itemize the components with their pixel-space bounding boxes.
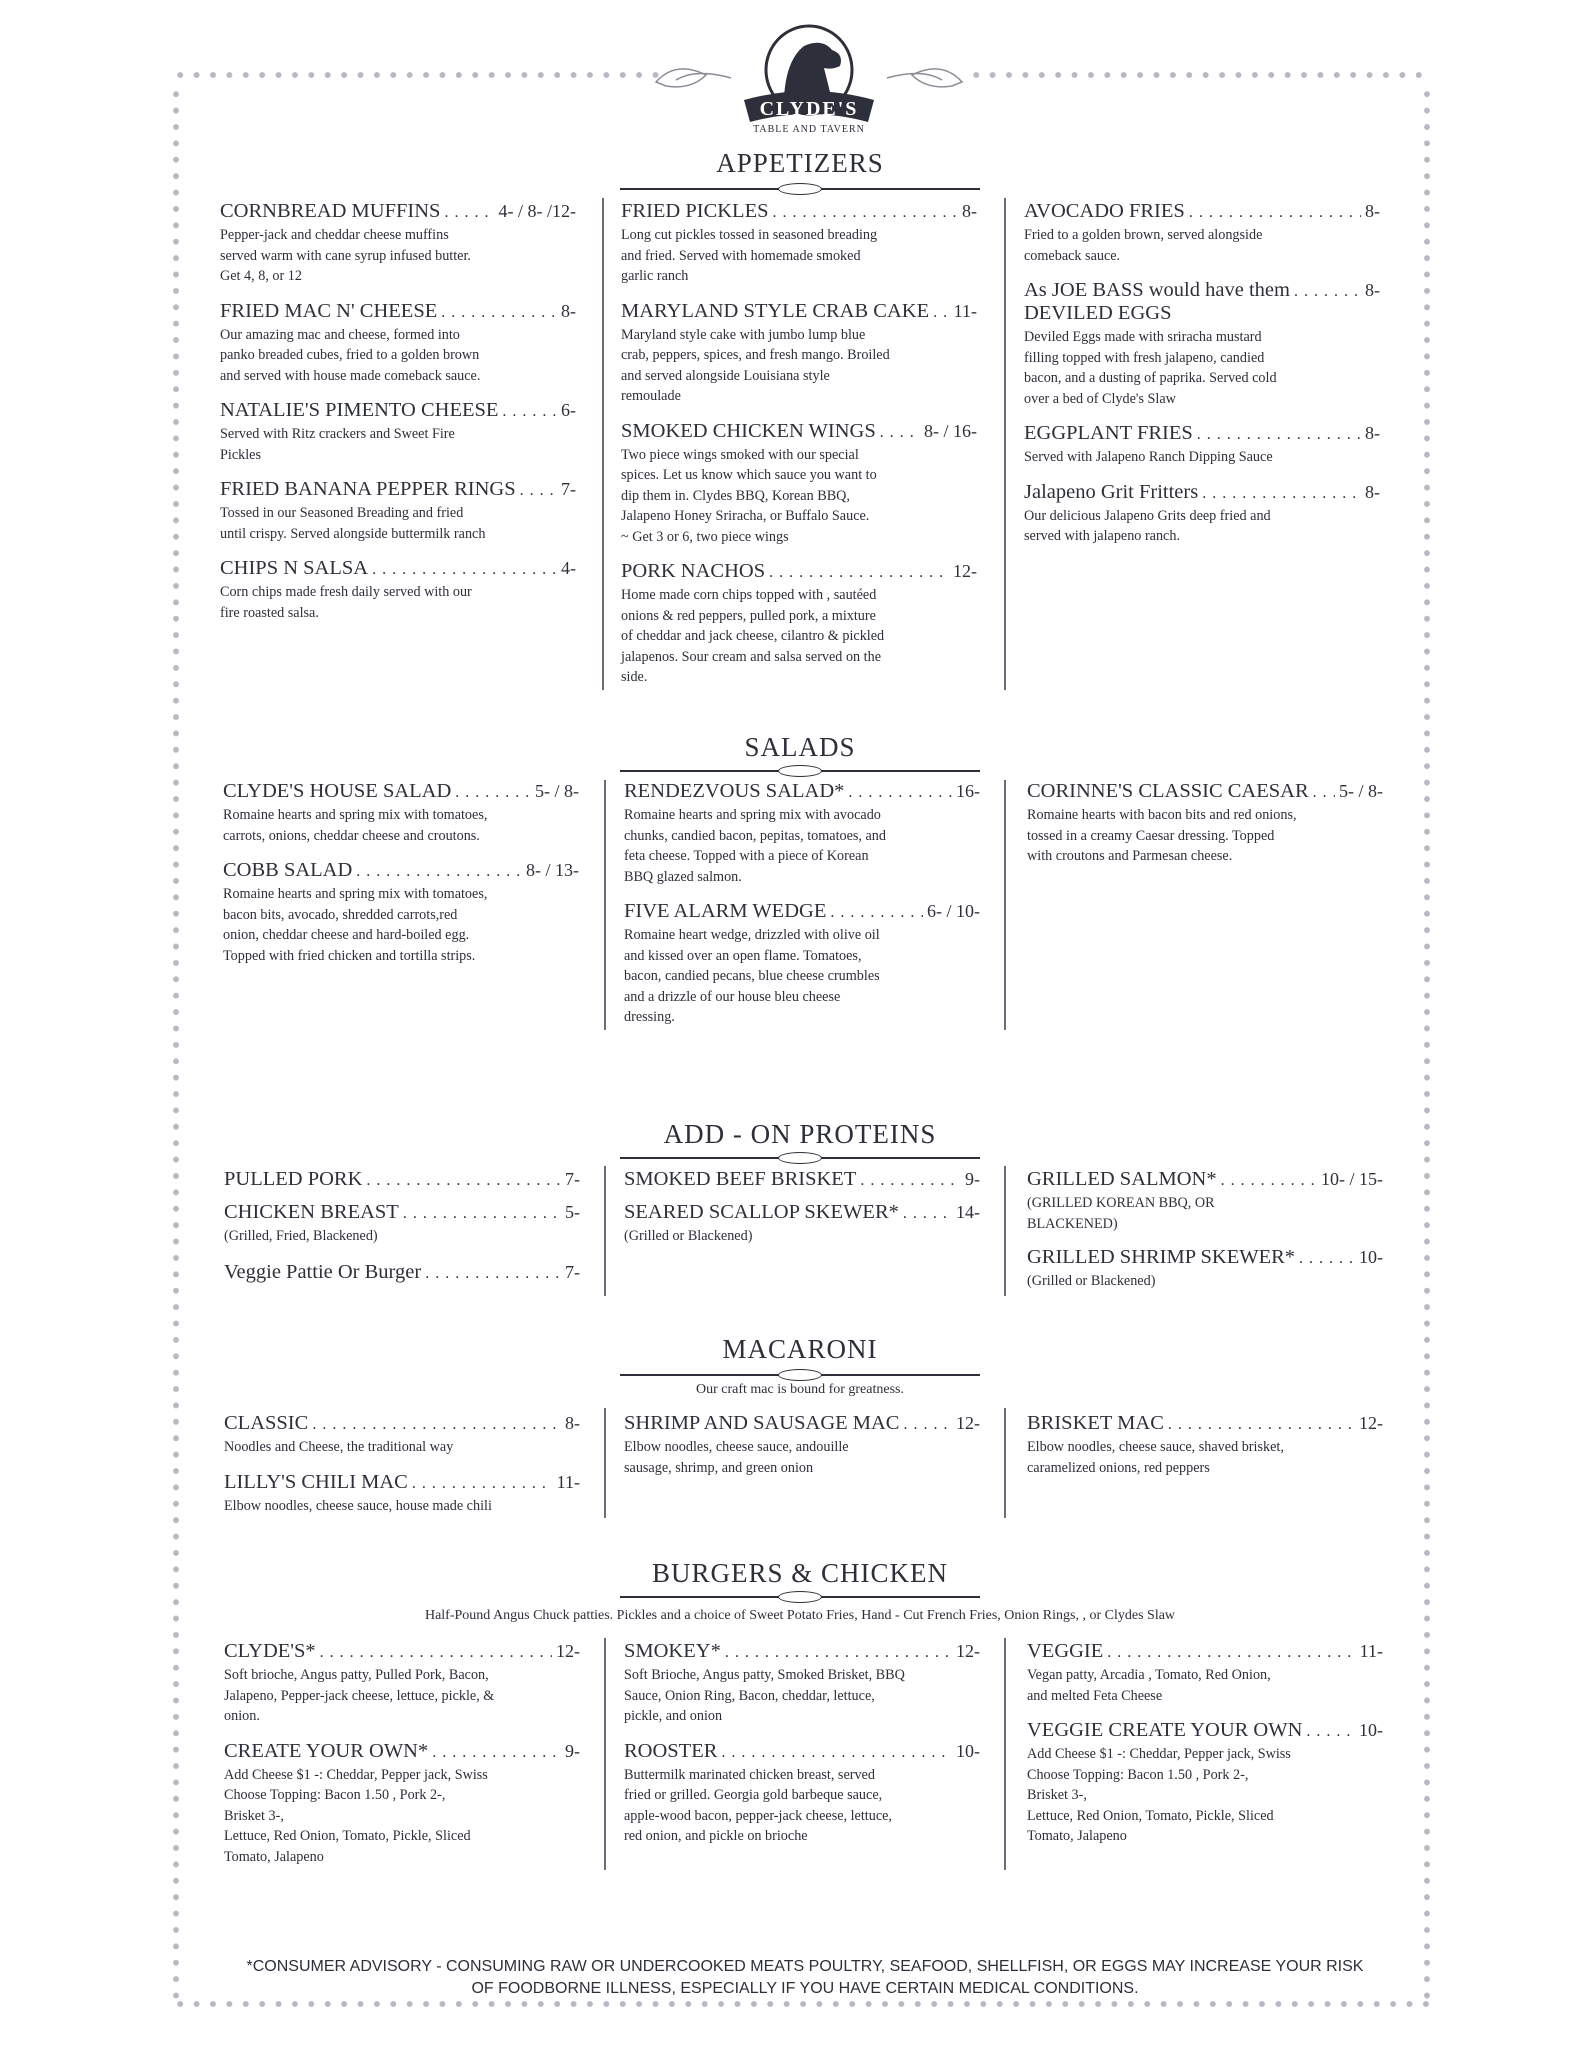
item-name: CORNBREAD MUFFINS: [220, 200, 441, 222]
dot-leader: [366, 1172, 561, 1190]
item-price: 7-: [561, 479, 576, 499]
menu-item: [224, 1168, 580, 1191]
logo-name: CLYDE'S: [759, 98, 859, 120]
section-note: Half-Pound Angus Chuck patties. Pickles and a choice of Sweet Potato Fries, Hand - Cut French Fries, Onion Rings, , or Clydes Slaw: [424, 1608, 1176, 1623]
dot-leader: [441, 304, 557, 322]
item-description: Vegan patty, Arcadia , Tomato, Red Onion, and melted Feta Cheese: [1027, 1667, 1271, 1704]
item-name: FIVE ALARM WEDGE: [624, 900, 827, 922]
item-description: Home made corn chips topped with , sautéed onions & red peppers, pulled pork, a mixture of cheddar and jack cheese, cilantro & pickled jalapenos. Sour cream and salsa served on the side.: [621, 587, 885, 685]
section-title-macaroni: MACARONI: [722, 1334, 878, 1364]
item-description: Romaine hearts with bacon bits and red onions, tossed in a creamy Caesar dressing. Topped with croutons and Parmesan cheese.: [1027, 807, 1297, 864]
menu-item: [223, 859, 579, 966]
item-description: Fried to a golden brown, served alongside comeback sauce.: [1024, 227, 1263, 264]
item-description: Romaine hearts and spring mix with tomatoes, carrots, onions, cheddar cheese and croutons.: [223, 807, 488, 844]
dot-leader: [455, 784, 531, 802]
rule-ornament: [778, 1152, 822, 1164]
section-title-proteins: ADD - ON PROTEINS: [663, 1119, 937, 1149]
salads-column-3: [1027, 780, 1383, 880]
appetizers-column-1: [220, 200, 576, 636]
menu-item: [621, 560, 977, 688]
item-description: (GRILLED KOREAN BBQ, OR BLACKENED): [1027, 1195, 1215, 1232]
section-title-salads: SALADS: [744, 732, 856, 762]
dot-leader: [1189, 204, 1361, 222]
item-name: Jalapeno Grit Fritters: [1024, 480, 1199, 503]
item-price: 8-: [1365, 201, 1380, 221]
item-name: VEGGIE CREATE YOUR OWN: [1027, 1719, 1303, 1741]
dot-leader: [312, 1416, 561, 1434]
item-name: CLYDE'S HOUSE SALAD: [223, 780, 452, 802]
menu-item: [224, 1412, 580, 1458]
menu-item: [624, 1168, 980, 1191]
item-description: Elbow noodles, cheese sauce, house made chili: [224, 1497, 492, 1514]
item-name-line-2: DEVILED EGGS: [1024, 302, 1172, 324]
rule-ornament: [778, 1591, 822, 1603]
item-name: CLYDE'S*: [224, 1640, 316, 1662]
item-price: 8-: [962, 201, 977, 221]
item-price: 10-: [1359, 1247, 1383, 1267]
item-name: CLASSIC: [224, 1412, 309, 1434]
consumer-advisory: *CONSUMER ADVISORY - CONSUMING RAW OR UNDERCOOKED MEATS POULTRY, SEAFOOD, SHELLFISH, OR EGGS MAY INCREASE YOUR RISK OF FOODBORNE ILLNESS, ESPECIALLY IF YOU HAVE CERTAIN MEDICAL CONDITIONS.: [246, 1958, 1364, 1997]
item-description: Maryland style cake with jumbo lump blue crab, peppers, spices, and fresh mango. Broiled and served alongside Louisiana style remoulade: [621, 326, 890, 404]
item-description: Tossed in our Seasoned Breading and fried until crispy. Served alongside buttermilk ranch: [220, 505, 486, 542]
item-description: Deviled Eggs made with sriracha mustard filling topped with fresh jalapeno, candied bacon, and a dusting of paprika. Served cold over a bed of Clyde's Slaw: [1024, 329, 1277, 407]
item-name: CORINNE'S CLASSIC CAESAR: [1027, 780, 1309, 802]
item-description: Served with Jalapeno Ranch Dipping Sauce: [1024, 449, 1273, 465]
item-price: 8-: [561, 300, 576, 321]
item-price: 12-: [956, 1641, 980, 1661]
burgers-column-2: [624, 1640, 980, 1860]
item-name: PORK NACHOS: [621, 560, 766, 582]
menu-item: [220, 478, 576, 544]
item-name: SMOKED CHICKEN WINGS: [621, 419, 876, 442]
macaroni-column-1: [224, 1412, 580, 1529]
rule-ornament: [778, 183, 822, 195]
item-name: SEARED SCALLOP SKEWER*: [624, 1201, 899, 1223]
item-price: 6-: [561, 400, 576, 420]
dot-leader: [356, 863, 522, 881]
salads-column-1: [223, 780, 579, 979]
menu-item: [224, 1261, 580, 1284]
menu-item: [220, 557, 576, 623]
item-description: Pepper-jack and cheddar cheese muffins served warm with cane syrup infused butter. Get 4, 8, or 12: [220, 227, 471, 284]
item-price: 7-: [565, 1261, 580, 1282]
column-divider: [602, 198, 604, 690]
dot-leader: [1306, 1723, 1355, 1741]
border-top-left: [172, 71, 662, 79]
item-name: COBB SALAD: [223, 859, 353, 881]
border-top-right: [968, 71, 1430, 79]
dot-leader: [1168, 1416, 1355, 1434]
item-description: Romaine hearts and spring mix with avocado chunks, candied bacon, pepitas, tomatoes, and feta cheese. Topped with a piece of Korean BBQ glazed salmon.: [624, 807, 886, 885]
clydes-logo: [636, 20, 982, 138]
item-name: SHRIMP AND SAUSAGE MAC: [624, 1412, 900, 1434]
dot-leader: [320, 1644, 552, 1662]
item-name: CHICKEN BREAST: [224, 1201, 399, 1223]
menu-item: [224, 1201, 580, 1247]
dot-leader: [502, 403, 557, 421]
menu-item: [220, 300, 576, 387]
dot-leader: [933, 304, 950, 322]
item-description: Soft Brioche, Angus patty, Smoked Brisket, BBQ Sauce, Onion Ring, Bacon, cheddar, lettuce, pickle, and onion: [624, 1667, 905, 1724]
rule-ornament: [778, 765, 822, 777]
item-name: ROOSTER: [624, 1739, 718, 1762]
dot-leader: [903, 1205, 952, 1223]
menu-item: [1027, 780, 1383, 867]
item-description: Corn chips made fresh daily served with our fire roasted salsa.: [220, 584, 472, 621]
item-description: Our amazing mac and cheese, formed into panko breaded cubes, fried to a golden brown and served with house made comeback sauce.: [220, 326, 481, 384]
item-name: GRILLED SALMON*: [1027, 1168, 1217, 1190]
item-price: 14-: [956, 1202, 980, 1222]
proteins-column-3: [1027, 1168, 1383, 1305]
item-description: (Grilled or Blackened): [624, 1228, 753, 1244]
dot-leader: [425, 1265, 561, 1283]
menu-item: [621, 420, 977, 548]
column-divider: [604, 1166, 606, 1296]
column-divider: [1004, 198, 1006, 690]
menu-item: [220, 399, 576, 465]
item-name: EGGPLANT FRIES: [1024, 422, 1193, 444]
dot-leader: [1202, 485, 1361, 503]
menu-item: [1027, 1412, 1383, 1478]
item-name: PULLED PORK: [224, 1168, 363, 1190]
item-name: SMOKEY*: [624, 1640, 721, 1662]
item-description: Buttermilk marinated chicken breast, served fried or grilled. Georgia gold barbeque sauce, apple-wood bacon, pepper-jack cheese, lettuce, red onion, and pickle on brioche: [624, 1766, 892, 1844]
proteins-column-1: [224, 1168, 580, 1297]
menu-item: [1027, 1640, 1383, 1706]
rule-ornament: [778, 1369, 822, 1381]
dot-leader: [1294, 283, 1361, 301]
dot-leader: [880, 424, 920, 442]
menu-item: [621, 200, 977, 287]
item-price: 8-: [1365, 423, 1380, 443]
dot-leader: [1299, 1250, 1355, 1268]
item-name: Veggie Pattie Or Burger: [224, 1260, 422, 1283]
item-price: 7-: [565, 1169, 580, 1189]
dot-leader: [444, 204, 494, 222]
dot-leader: [520, 482, 557, 500]
salads-column-2: [624, 780, 980, 1041]
burgers-column-1: [224, 1640, 580, 1880]
item-price: 16-: [956, 781, 980, 801]
menu-item: [224, 1640, 580, 1727]
item-price: 10- / 15-: [1321, 1169, 1383, 1189]
burgers-column-3: [1027, 1640, 1383, 1860]
menu-item: [1024, 200, 1380, 266]
menu-item: [1024, 481, 1380, 547]
dot-leader: [769, 564, 949, 582]
dot-leader: [1107, 1644, 1355, 1662]
dot-leader: [903, 1416, 952, 1434]
dot-leader: [1221, 1172, 1317, 1190]
dot-leader: [721, 1744, 952, 1762]
section-title-appetizers: APPETIZERS: [716, 148, 884, 178]
menu-item: [1024, 422, 1380, 468]
dot-leader: [372, 561, 557, 579]
item-description: Elbow noodles, cheese sauce, shaved brisket, caramelized onions, red peppers: [1027, 1439, 1284, 1476]
item-description: Long cut pickles tossed in seasoned breading and fried. Served with homemade smoked garlic ranch: [621, 227, 878, 284]
item-name: MARYLAND STYLE CRAB CAKE: [621, 299, 930, 322]
item-description: Romaine hearts and spring mix with tomatoes, bacon bits, avocado, shredded carrots,red onion, cheddar cheese and hard-boiled egg. Topped with fried chicken and tortilla strips.: [223, 886, 488, 964]
menu-item: [223, 780, 579, 846]
menu-item: [624, 780, 980, 887]
item-name: NATALIE'S PIMENTO CHEESE: [220, 399, 499, 421]
item-price: 8-: [1365, 481, 1380, 502]
item-price: 5- / 8-: [1339, 781, 1383, 801]
menu-item: [1027, 1246, 1383, 1292]
column-divider: [1004, 1638, 1006, 1870]
column-divider: [1004, 1166, 1006, 1296]
item-name: LILLY'S CHILI MAC: [224, 1470, 408, 1493]
item-name: AVOCADO FRIES: [1024, 200, 1185, 222]
item-description: Two piece wings smoked with our special spices. Let us know which sauce you want to dip them in. Clydes BBQ, Korean BBQ, Jalapeno Honey Sriracha, or Buffalo Sauce. ~ Get 3 or 6, two piece wings: [621, 446, 877, 545]
item-name: RENDEZVOUS SALAD*: [624, 780, 845, 802]
item-name: FRIED MAC N' CHEESE: [220, 299, 438, 322]
menu-item: [621, 300, 977, 407]
item-description: Add Cheese $1 -: Cheddar, Pepper jack, Swiss Choose Topping: Bacon 1.50 , Pork 2-, Brisket 3-, Lettuce, Red Onion, Tomato, Pickle, Sliced Tomato, Jalapeno: [224, 1766, 488, 1865]
column-divider: [1004, 1408, 1006, 1518]
item-price: 4-: [561, 558, 576, 578]
item-price: 9-: [565, 1740, 580, 1761]
item-price: 8-: [565, 1413, 580, 1433]
dot-leader: [403, 1205, 561, 1223]
item-price: 11-: [1359, 1641, 1383, 1661]
item-price: 12-: [1359, 1413, 1383, 1433]
menu-item: [224, 1740, 580, 1868]
menu-item: [1027, 1719, 1383, 1847]
item-description: Served with Ritz crackers and Sweet Fire Pickles: [220, 426, 455, 463]
section-note: Our craft mac is bound for greatness.: [696, 1382, 904, 1397]
item-name: VEGGIE: [1027, 1640, 1104, 1662]
dot-leader: [412, 1475, 553, 1493]
menu-item: [1024, 279, 1380, 409]
menu-item: [624, 1740, 980, 1847]
dot-leader: [1197, 426, 1361, 444]
dot-leader: [848, 784, 952, 802]
dot-leader: [432, 1744, 561, 1762]
dot-leader: [830, 904, 923, 922]
column-divider: [604, 1408, 606, 1518]
item-description: Elbow noodles, cheese sauce, andouille sausage, shrimp, and green onion: [624, 1439, 849, 1476]
item-price: 9-: [965, 1169, 980, 1189]
item-description: Our delicious Jalapeno Grits deep fried and served with jalapeno ranch.: [1024, 507, 1271, 544]
item-price: 12-: [556, 1641, 580, 1661]
macaroni-column-2: [624, 1412, 980, 1491]
menu-item: [624, 1640, 980, 1727]
column-divider: [1004, 780, 1006, 1030]
logo-tagline: TABLE AND TAVERN: [753, 124, 865, 135]
item-price: 10-: [956, 1740, 980, 1761]
item-name: CREATE YOUR OWN*: [224, 1739, 429, 1762]
item-description: Soft brioche, Angus patty, Pulled Pork, Bacon, Jalapeno, Pepper-jack cheese, lettuce, pickle, & onion.: [224, 1667, 495, 1724]
border-right: [1423, 86, 1431, 2000]
item-price: 10-: [1359, 1720, 1383, 1740]
item-name: As JOE BASS would have them: [1024, 279, 1290, 301]
proteins-column-2: [624, 1168, 980, 1260]
item-price: 6- / 10-: [927, 901, 980, 921]
menu-item: [224, 1471, 580, 1517]
macaroni-column-3: [1027, 1412, 1383, 1491]
item-price: 8- / 13-: [526, 860, 579, 880]
menu-item: [624, 900, 980, 1028]
dot-leader: [860, 1172, 961, 1190]
dot-leader: [1313, 784, 1335, 802]
item-price: 5- / 8-: [535, 781, 579, 801]
menu-item: [624, 1201, 980, 1247]
item-name: SMOKED BEEF BRISKET: [624, 1168, 857, 1190]
item-name: CHIPS N SALSA: [220, 557, 369, 579]
appetizers-column-3: [1024, 200, 1380, 560]
item-name: FRIED PICKLES: [621, 200, 769, 222]
border-left: [172, 86, 180, 2000]
column-divider: [604, 780, 606, 1030]
item-price: 4- / 8- /12-: [498, 201, 576, 221]
item-price: 8-: [1365, 280, 1380, 300]
menu-item: [220, 200, 576, 287]
item-price: 11-: [556, 1471, 580, 1492]
item-price: 12-: [956, 1413, 980, 1433]
item-name: FRIED BANANA PEPPER RINGS: [220, 478, 516, 500]
item-description: (Grilled, Fried, Blackened): [224, 1228, 378, 1244]
item-price: 5-: [565, 1202, 580, 1222]
item-price: 8- / 16-: [924, 420, 977, 441]
item-description: Noodles and Cheese, the traditional way: [224, 1439, 454, 1455]
item-description: Add Cheese $1 -: Cheddar, Pepper jack, Swiss Choose Topping: Bacon 1.50 , Pork 2-, Brisket 3-, Lettuce, Red Onion, Tomato, Pickle, Sliced Tomato, Jalapeno: [1027, 1746, 1291, 1844]
item-price: 11-: [953, 300, 977, 321]
column-divider: [604, 1638, 606, 1870]
appetizers-column-2: [621, 200, 977, 701]
item-description: Romaine heart wedge, drizzled with olive oil and kissed over an open flame. Tomatoes, bacon, candied pecans, blue cheese crumbles and a drizzle of our house bleu cheese dressing.: [624, 927, 880, 1025]
dot-leader: [773, 204, 958, 222]
menu-item: [1027, 1168, 1383, 1234]
item-price: 12-: [953, 561, 977, 581]
border-bottom: [172, 2000, 1430, 2008]
item-description: (Grilled or Blackened): [1027, 1273, 1156, 1289]
dot-leader: [725, 1644, 952, 1662]
item-name: GRILLED SHRIMP SKEWER*: [1027, 1246, 1296, 1268]
item-name: BRISKET MAC: [1027, 1412, 1164, 1434]
menu-item: [624, 1412, 980, 1478]
section-title-burgers: BURGERS & CHICKEN: [651, 1558, 949, 1588]
